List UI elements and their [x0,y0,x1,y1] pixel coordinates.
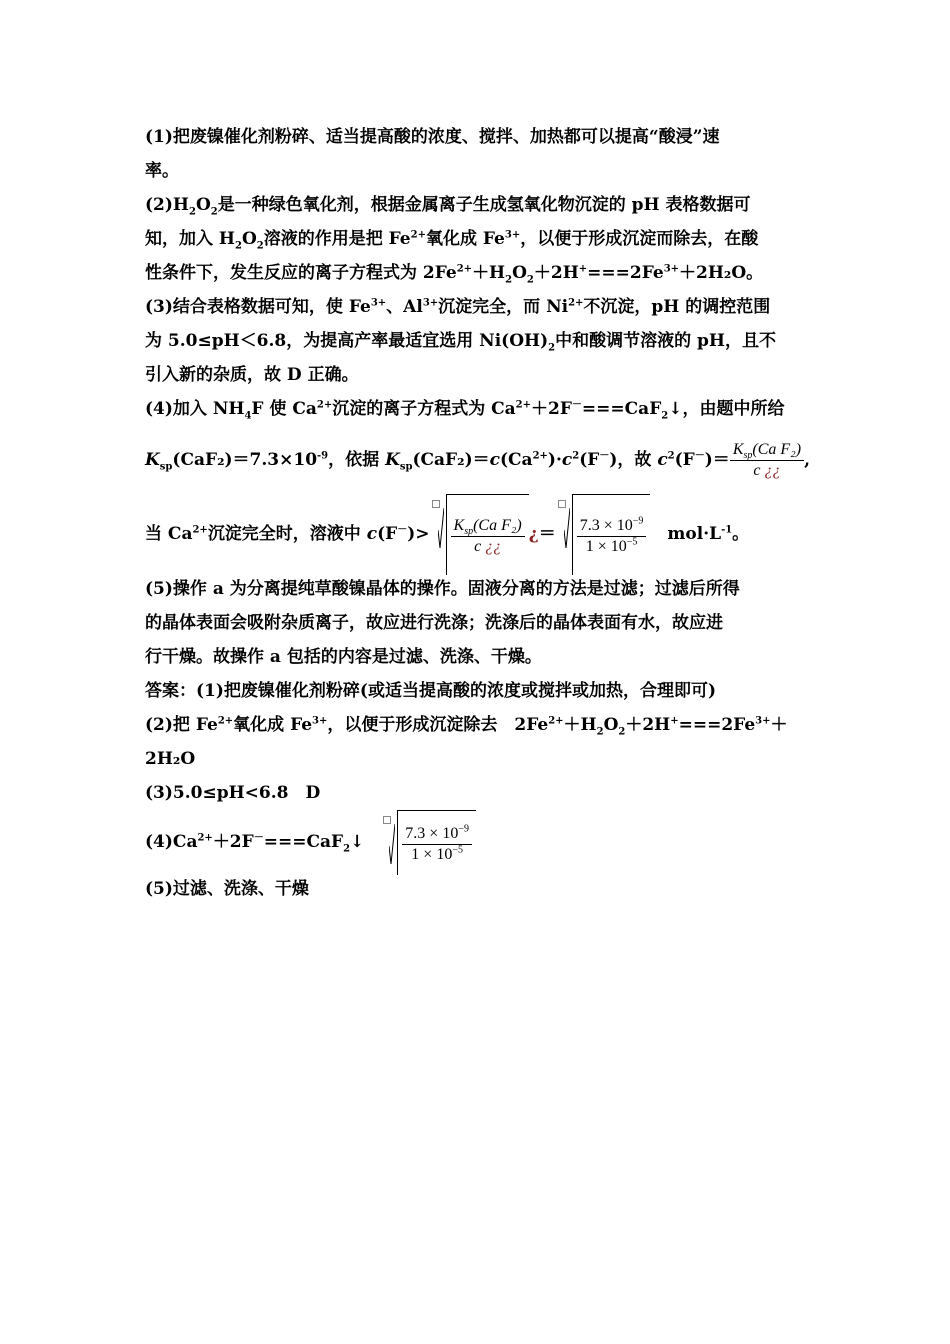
sqrt-numeric: $\frac{7.3 \times 10^{-9}}{1 \times 10^{-5}}$ [558,494,651,575]
p5-line3: 行干燥。故操作 a 包括的内容是过滤、洗涤、干燥。 [145,647,542,667]
p3-line2: 为 5.0≤pH＜6.8，为提高产率最适宜选用 $Ni(OH)_2$中和酸调节溶液的 pH，且不 [145,331,776,354]
p5-line2: 的晶体表面会吸附杂质离子，故应进行洗涤；洗涤后的晶体表面有水，故应进 [145,613,723,633]
answer-line4: (3)5.0≤pH<6.8 D [145,783,321,803]
placeholder-box-icon [558,500,566,508]
p2-line2: 知，加入 $H_2O_2$溶液的作用是把 $Fe^{2+}$氧化成 $Fe^{3+}$，以便于形成沉淀而除去，在酸 [145,229,759,252]
answer-line2: (2)把 $Fe^{2+}$氧化成 $Fe^{3+}$，以便于形成沉淀除去 $2Fe^{2+}+H_2O_2+2H^+===2Fe^{3+}+$ [145,715,788,738]
answer-line3: 2H₂O [145,749,196,769]
p4-line1: (4)加入 $NH_4F$ 使 $Ca^{2+}$沉淀的离子方程式为 $Ca^{2+}+2F^-===CaF_2↓$，由题中所给 [145,399,785,422]
radical-icon [564,508,570,548]
document-body [145,120,810,906]
answer-line1: 答案：(1)把废镍催化剂粉碎(或适当提高酸的浓度或搅拌或加热，合理即可) [145,681,717,701]
p3-line3: 引入新的杂质，故 D 正确。 [145,365,359,385]
radical-icon [389,824,395,864]
p2-line3: 性条件下，发生反应的离子方程式为 $2Fe^{2+}+H_2O_2+2H^+===2Fe^{3+}+2H_2O$。 [145,263,764,286]
p1-line1: (1)把废镍催化剂粉碎、适当提高酸的浓度、搅拌、加热都可以提高“酸浸”速 [145,127,720,147]
ksp-fraction: $\frac{K_{sp}(Ca F_2)}{c ¿¿}$ [730,441,804,481]
sqrt-ksp: $\frac{K_{sp}(Ca F_2)}{c ¿¿}$ [432,494,529,575]
p4-line2: $K_{sp}(CaF_2)=7.3\times 10^{-9}$，依据 $K_{sp}(CaF_2)=c(Ca^{2+})\cdot c^2(F^-)$，故 $c^2(F^-)=$ $\frac{K_{sp}(Ca F_2)}{c ¿¿}$ , [145,440,810,479]
p4-line3: 当 $Ca^{2+}$沉淀完全时，溶液中 c(F－)> $\frac{K_{sp}(Ca F_2)}{c ¿¿}$ ¿＝ $\frac{7.3 \times 10^{-9}}{1 \times 10^{-5}}$ $mol\cdot L^{-1}$。 [145,494,810,572]
p2-line1: $(2)H_2O_2$是一种绿色氧化剂，根据金属离子生成氢氧化物沉淀的 pH 表格数据可 [145,195,751,218]
placeholder-box-icon [383,816,391,824]
answer-line6: (5)过滤、洗涤、干燥 [145,879,309,899]
p5-line1: (5)操作 a 为分离提纯草酸镍晶体的操作。固液分离的方法是过滤；过滤后所得 [145,579,740,599]
placeholder-box-icon [432,500,440,508]
p3-line1: (3)结合表格数据可知，使 $Fe^{3+}$、$Al^{3+}$沉淀完全，而 $Ni^{2+}$不沉淀，pH 的调控范围 [145,297,771,317]
answer-sqrt: $\frac{7.3 \times 10^{-9}}{1 \times 10^{-5}}$ [383,810,476,875]
radical-icon [438,508,444,548]
answer-line5: $(4)Ca^{2+}+2F^-===CaF_2↓$ $\frac{7.3 \times 10^{-9}}{1 \times 10^{-5}}$ [145,810,810,872]
p1-line2: 率。 [145,161,179,181]
